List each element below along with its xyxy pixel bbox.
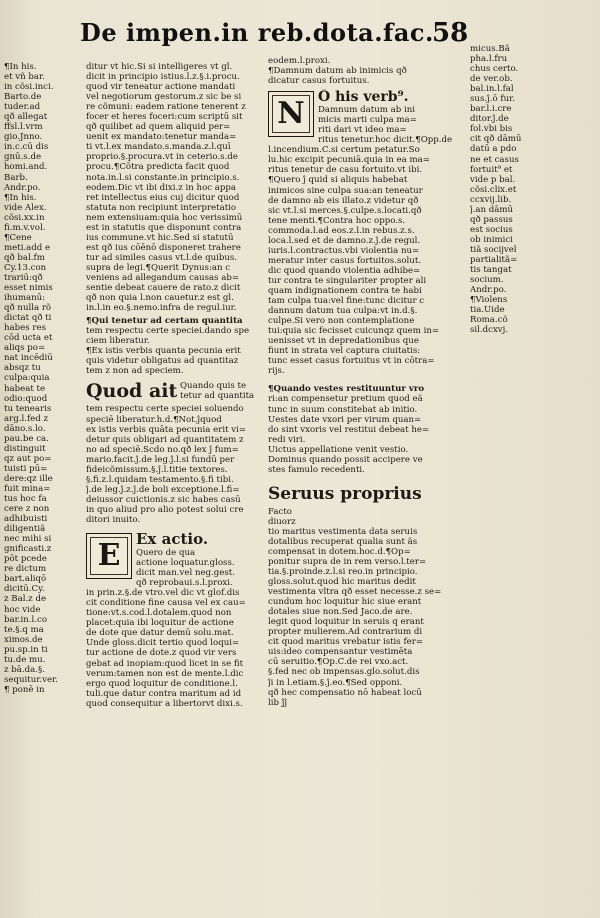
text-line: ĵi in l.etiam.§.ĵ.eo.¶Sed opponi.: [268, 677, 403, 688]
margin-note-line: te.§.q ma: [4, 624, 44, 635]
text-line: uenit ex mandato:tenetur manda=: [86, 132, 237, 143]
section-heading-ex-actione: Ex actio.: [136, 531, 209, 549]
margin-note-line: cõsi.xx.in: [4, 212, 45, 223]
text-line: ex istis verbis quāta pecunia erit vi=: [86, 424, 247, 435]
text-line: dicatur casus fortuitus.: [268, 76, 370, 87]
decorated-initial-e: E: [86, 533, 132, 579]
margin-note-line: partialitã=: [470, 254, 518, 265]
margin-note-line: ĵ.an dāmū: [470, 204, 514, 215]
text-line: supra de legi.¶Querit Dynus:an c: [86, 262, 231, 273]
text-line: qð quilibet ad quem aliquid per=: [86, 122, 231, 133]
margin-note-line: ne et casus: [470, 154, 519, 165]
text-line: riti dari vt ideo ma=: [318, 125, 407, 136]
section-ex-actione: [86, 531, 264, 709]
text-line: culpe.Si vero non contemplatione: [268, 316, 415, 327]
text-line: mario.facit.ĵ.de leg.ĵ.l.si fundū per: [86, 454, 235, 465]
margin-note-line: Barto.de: [4, 92, 42, 103]
margin-note-line: in.c.cū dis: [4, 142, 49, 153]
text-line: de dote que datur demū solu.mat.: [86, 628, 234, 639]
margin-note-line: gnificasti.z: [4, 544, 52, 555]
margin-note-line: habes res: [4, 323, 46, 334]
margin-note-line: in cõsi.inci.: [4, 82, 54, 93]
margin-note-line: habeat te: [4, 383, 46, 394]
margin-note-line: pau.be ca.: [4, 433, 49, 444]
margin-note-line: pha.l.fru: [470, 54, 508, 65]
paragraph-top: [268, 56, 464, 86]
text-line: tio maritus vestimenta data seruis: [268, 526, 418, 537]
margin-note-line: Andr.po.: [470, 285, 507, 296]
text-line: verum:tamen non est de mente.l.dic: [86, 668, 244, 679]
margin-note-line: vide p bal.: [470, 174, 516, 185]
margin-note-line: ¶In his.: [4, 192, 37, 203]
text-line: dicit in principio istius.l.z.§.i.procu.: [86, 72, 240, 83]
margin-note-line: re dictum: [4, 564, 47, 575]
text-line: deiussor cuictionis.z sic habes casū: [86, 494, 241, 505]
margin-note-line: cere z non: [4, 504, 50, 515]
running-head: De impen.in reb.dota.fac.: [80, 18, 434, 47]
text-line: in prin.z.§.de vtro.vel dic vt glof.dis: [86, 588, 240, 599]
margin-note-line: tia.Uide: [470, 305, 505, 316]
margin-note-line: gnū.s.de: [4, 152, 42, 163]
margin-note-line: ihumanū:: [4, 293, 46, 304]
margin-note-line: fol.vbi bis: [470, 124, 513, 135]
text-line: Unde gloss.dicit tertio quod loqui=: [86, 638, 240, 649]
text-line: dicit man.vel neg.gest.: [136, 568, 235, 579]
text-line: tur actione de dote.z quod vir vers: [86, 648, 237, 659]
text-line: tuli.que datur contra maritum ad id: [86, 688, 242, 699]
text-line: cit quod maritus vrebatur istis fer=: [268, 637, 424, 648]
margin-note-line: odio:quod: [4, 393, 48, 404]
text-line: uis:ideo compensantur vestimēta: [268, 647, 413, 658]
text-line: ret intellectus eius cuj dicitur quod: [86, 192, 240, 203]
paragraph-vestes: [268, 394, 464, 474]
text-line: in.l.in eo.§.nemo.infra de regul.iur.: [86, 303, 237, 314]
text-line: ditur vt hic.Si si intelligeres vt gl.: [86, 62, 233, 72]
margin-note-line: z Bal.z de: [4, 594, 47, 605]
text-line: gebat ad inopiam:quod licet in se fit: [86, 658, 244, 669]
margin-note-line: gio.Jnno.: [4, 132, 43, 143]
margin-note-line: socium.: [470, 275, 504, 286]
margin-note-line: bal.in.l.fal: [470, 84, 514, 95]
text-line: speciē liberatur.h.d.¶Not.ĵquod: [86, 414, 222, 425]
text-line: lu.hic excipit pecuniā.quia in ea ma=: [268, 155, 430, 166]
text-line: legit quod loquitur in seruis q erant: [268, 617, 424, 628]
margin-note-line: Roma.cõ: [470, 315, 508, 326]
margin-note-line: Andr.po.: [4, 182, 41, 193]
text-line: dotalibus recuperat qualia sunt ãs: [268, 536, 418, 547]
margin-note-line: ximos.de: [4, 634, 43, 645]
text-line: sentie debeat cauere de rato.z dicit: [86, 283, 241, 294]
margin-note-line: tiã socijvel: [470, 244, 517, 255]
text-line: tur ad similes casus vt.l.de quibus.: [86, 252, 238, 263]
text-line: re cõmuni: eadem ratione tenerent z: [86, 102, 246, 113]
text-line: micis marti culpa ma=: [318, 115, 417, 126]
margin-note-line: tus hoc fa: [4, 494, 47, 505]
margin-note-line: vide Alex.: [4, 202, 47, 213]
text-line: inimicos sine culpa sua:an teneatur: [268, 185, 423, 196]
text-line: nem extensiuam:quia hoc verissimū: [86, 212, 243, 223]
text-line: commoda.l.ad eos.z.l.in rebus.z.s.: [268, 225, 415, 236]
margin-note-line: adhibuisti: [4, 514, 48, 525]
text-line: de damno ab eis illato.z videtur qð: [268, 195, 419, 206]
paragraph-quod-ait: [86, 404, 264, 525]
text-line: do sint vxoris vel restitui debeat he=: [268, 424, 430, 435]
margin-note-line: meti.add e: [4, 242, 51, 253]
margin-note-line: cit qð dāmū: [470, 134, 522, 145]
text-line: gloss.solut.quod hic maritus dedit: [268, 577, 416, 588]
margin-note-line: fi.m.v.vol.: [4, 222, 46, 233]
text-line: sic vt.l.si merces.§.culpe.s.locati.qð: [268, 205, 422, 216]
margin-note-line: aliqs po=: [4, 343, 46, 354]
ex-actione-sidenote: Quero de qua: [136, 548, 196, 559]
text-line: dic quod quando violentia adhibe=: [268, 265, 421, 276]
paragraph-non-his-verbis-head: [318, 105, 464, 135]
margin-note-line: ccxvij.lib.: [470, 194, 512, 205]
margin-note-line: dāno.s.lo.: [4, 423, 46, 434]
text-line: tem respectu certe speciei.dando spe: [86, 326, 250, 337]
quod-ait-sidenote: Quando quis te tetur ad quantita: [179, 381, 255, 402]
text-line: fideicõmissum.§.ĵ.l.titie textores.: [86, 464, 228, 475]
text-line: ¶Ex istis verbis quanta pecunia erit: [86, 346, 241, 357]
section-quod-ait: [86, 378, 264, 404]
text-line: no ad speciē.Scdo no.qð lex ĵ fum=: [86, 444, 239, 455]
text-line: compensat in dotem.hoc.d.¶Op=: [268, 546, 411, 557]
text-line: Uestes date vxori per virum quan=: [268, 414, 422, 425]
margin-note-line: z bā.da.§.: [4, 664, 46, 675]
margin-note-line: Barb.: [4, 172, 28, 183]
margin-note-line: homi.and.: [4, 162, 48, 173]
text-line: eodem.l.proxi.: [268, 56, 331, 66]
text-line: Dominus quando possit accipere ve: [268, 454, 423, 465]
margin-note-line: dictat qð ti: [4, 313, 52, 324]
margin-note-line: est socius: [470, 224, 513, 235]
margin-note-line: arg.l.fed z: [4, 413, 48, 424]
margin-note-line: qð nulla rõ: [4, 303, 52, 314]
margin-note-line: esset nimis: [4, 283, 53, 294]
margin-note-line: sequitur.ver.: [4, 674, 58, 685]
margin-note-line: ¶Violens: [470, 295, 508, 306]
text-line: proprio.§.procura.vt in ceterio.s.de: [86, 152, 238, 163]
text-line: Damnum datum ab ini: [318, 105, 415, 116]
paragraph-ex-actione: [86, 588, 264, 709]
margin-note-line: ob inimici: [470, 234, 513, 245]
text-line: eodem.Dic vt ibi dixi.z in hoc appa: [86, 182, 237, 193]
text-line: tunc in suum constitebat ab initio.: [268, 404, 418, 415]
text-line: tione:vt.s.cod.l.dotalem.quod non: [86, 608, 232, 619]
text-line: statuta non recipiunt interpretatio: [86, 202, 237, 213]
margin-note-line: culpa:quia: [4, 373, 50, 384]
text-line: iuris.l.contractus.vbi violentia nu=: [268, 245, 420, 256]
margin-note-line: diligentiã: [4, 524, 46, 535]
text-line: ĵ.de leg.ĵ.z.ĵ.de boli exceptione.l.fi=: [86, 484, 240, 495]
margin-note-line: qð passus: [470, 214, 513, 225]
text-line: ditori inuito.: [86, 514, 141, 525]
margin-note-line: tuisti pū=: [4, 463, 48, 474]
seruus-sidenote: Facto diuorz: [268, 506, 296, 527]
text-line: tia.§.proinde.z.l.si reo.in principio.: [268, 567, 418, 578]
text-line: in quo aliud pro alio potest solui cre: [86, 504, 244, 515]
text-line: loca.l.sed et de damno.z.ĵ.de regul.: [268, 235, 421, 246]
text-line: quod vir teneatur actione mandati: [86, 82, 236, 93]
text-line: placet:quia ibi loquitur de actione: [86, 618, 234, 629]
text-line: quam indignationem contra te habi: [268, 285, 422, 296]
section-heading-non-his-verbis: Ō his verb⁹.: [318, 89, 409, 106]
text-line: ritus tenetur de casu fortuito.vt ibi.: [268, 165, 423, 176]
text-line: vel negotiorum gestorum.z sic be si: [86, 92, 242, 103]
text-line: ius commune.vt hic.Sed si statutū: [86, 232, 234, 243]
margin-note-line: bar.in.l.co: [4, 614, 48, 625]
text-line: actione loquatur.gloss.: [136, 558, 235, 569]
margin-note-line: pōt pcede: [4, 554, 47, 565]
text-line: propter mulierem.Ad contrarium di: [268, 627, 423, 638]
margin-note-line: dere:qz ille: [4, 473, 53, 484]
text-line: §.fed nec ob impensas.glo.solut.dis: [268, 667, 420, 678]
margin-note-line: micus.Bã: [470, 44, 510, 54]
paragraph-non-his-verbis: [268, 135, 464, 376]
text-line: tur contra te singulariter propter ali: [268, 275, 427, 286]
section-heading-seruus: Seruus proprius: [268, 483, 422, 504]
text-line: tene menti.¶Contra hoc oppo.s.: [268, 215, 406, 226]
margin-note-line: dicitū.Cy.: [4, 584, 45, 595]
text-line: veniens ad allegandum causas ab=: [86, 272, 240, 283]
text-line: est in statutis que disponunt contra: [86, 222, 242, 233]
text-line: fiunt in strata vel captura ciuitatis:: [268, 346, 421, 357]
margin-note-line: sil.dcxvj.: [470, 325, 509, 336]
section-non-his-verbis: [268, 89, 464, 376]
text-line: Uictus appellatione venit vestio.: [268, 444, 409, 455]
text-column-left: [86, 62, 264, 709]
margin-note-line: de ver.ob.: [470, 74, 513, 85]
paragraph-quanta: [86, 326, 264, 376]
margin-note-line: tu tenearis: [4, 403, 52, 414]
text-line: ponitur supra de in rem verso.l.ter=: [268, 556, 427, 567]
margin-note-line: bar.l.i.cre: [470, 104, 512, 115]
section-heading-quanta: ¶Qui tenetur ad certam quantita: [86, 316, 243, 327]
margin-note-line: sus.ĵ.ō fur.: [470, 94, 515, 105]
paragraph-top: [86, 62, 264, 313]
margin-note-line: Cy.13.con: [4, 262, 47, 273]
margin-note-line: ffsl.l.vrm: [4, 122, 43, 133]
margin-note-line: distinguit: [4, 443, 46, 454]
margin-note-line: et vñ bar.: [4, 72, 45, 83]
text-line: dannum datum tua culpa:vt in.d.§.: [268, 306, 418, 317]
text-line: dotales siue non.Sed Jaco.de are.: [268, 607, 413, 618]
margin-note-line: ¶ ponē in: [4, 684, 45, 695]
text-line: ritus tenetur.hoc dicit.¶Opp.de: [318, 135, 453, 146]
text-line: ¶Damnum datum ab inimicis qð: [268, 66, 407, 77]
margin-note-line: trariū:qð: [4, 272, 43, 283]
text-line: qð hec compensatio nō habeat locū: [268, 687, 422, 698]
text-line: focer et heres foceri:cum scriptū sit: [86, 112, 243, 123]
text-line: qð reprobaui.s.l.proxi.: [136, 578, 233, 589]
margin-note-line: ditor.ĵ.de: [470, 114, 509, 125]
text-line: ergo quod loquitur de conditione.l.: [86, 678, 238, 689]
text-line: nota.in.l.si constante.in principio.s.: [86, 172, 240, 183]
text-line: ri:an compensetur pretium quod eã: [268, 394, 423, 405]
text-line: procu.¶Cōtra predicta facit quod: [86, 162, 230, 173]
text-line: tem z non ad speciem.: [86, 366, 184, 377]
margin-note-line: datū a pdo: [470, 144, 517, 155]
text-line: tui:quia sic fecisset cuicunqz quem in=: [268, 326, 440, 337]
margin-note-line: nat incēdiū: [4, 353, 53, 364]
paragraph-ex-actione-head: [136, 558, 264, 588]
text-line: redi viri.: [268, 434, 306, 445]
margin-note-line: fortuit⁹ et: [470, 164, 513, 175]
margin-note-line: chus certo.: [470, 64, 519, 75]
text-line: rijs.: [268, 366, 285, 377]
margin-note-line: tis tangat: [470, 265, 512, 276]
text-line: detur quis obligari ad quantitatem z: [86, 434, 244, 445]
text-line: ti vt.l.ex mandato.s.manda.z.l.quī: [86, 142, 231, 153]
text-line: lib ĵĵ: [268, 697, 288, 708]
folio-number: 58: [432, 18, 469, 48]
section-heading-vestes: ¶Quando vestes restituuntur vro: [268, 384, 425, 395]
section-heading-quod-ait: Quod ait: [86, 380, 178, 403]
margin-note-line: tuder.ad: [4, 102, 41, 113]
margin-note-line: cõsi.clix.et: [470, 184, 517, 195]
text-line: est qð ius cōēnō disponeret trahere: [86, 242, 241, 253]
left-margin-gloss: [4, 62, 76, 695]
margin-note-line: qð bal.fm: [4, 252, 45, 263]
margin-note-line: hoc vide: [4, 604, 41, 615]
text-line: qð non quia l.non cauetur.z est gl.: [86, 293, 234, 304]
text-line: meratur inter casus fortuitos.solut.: [268, 255, 422, 266]
right-margin-gloss: [470, 44, 542, 335]
text-line: tunc esset casus fortuitus vt in cōtra=: [268, 356, 435, 367]
margin-note-line: tu.de mu.: [4, 654, 46, 665]
text-line: stes famulo recedenti.: [268, 464, 365, 475]
margin-note-line: qz aut po=: [4, 453, 52, 464]
text-line: ciem liberatur.: [86, 336, 150, 347]
text-line: cū seruitio.¶Op.C.de rei vxo.act.: [268, 657, 409, 668]
text-line: quod consequitur a libertorvt dixi.s.: [86, 698, 243, 709]
text-line: tam culpa tua:vel fine:tunc dicitur c: [268, 296, 425, 307]
text-line: §.fi.z.l.quidam testamento.§.fi tibi.: [86, 474, 234, 485]
text-line: quis videtur obligatus ad quantitaz: [86, 356, 239, 367]
text-line: l.incendium.C.si certum petatur.So: [268, 145, 420, 156]
section-seruus: [268, 481, 464, 527]
margin-note-line: qð allegat: [4, 112, 48, 123]
paragraph-seruus: [268, 527, 464, 708]
margin-note-line: absqz tu: [4, 363, 41, 374]
margin-note-line: nec mihi si: [4, 534, 52, 545]
margin-note-line: cōd ucta et: [4, 333, 53, 344]
text-line: cit conditione fine causa vel ex cau=: [86, 598, 246, 609]
margin-note-line: pu.sp.in ti: [4, 644, 48, 655]
text-line: uenisset vt in depredationibus que: [268, 336, 419, 347]
text-line: vestimenta vltra qð esset necesse.z se=: [268, 587, 442, 598]
margin-note-line: ¶Cene: [4, 232, 32, 243]
text-column-right: [268, 56, 464, 708]
margin-note-line: ¶In his.: [4, 62, 37, 72]
text-line: tem respectu certe speciei soluendo: [86, 404, 244, 415]
decorated-initial-n: N: [268, 91, 314, 137]
margin-note-line: fuit mina=: [4, 483, 51, 494]
text-line: cundum hoc loquitur hic siue erant: [268, 597, 422, 608]
margin-note-line: bart.aliqō: [4, 574, 47, 585]
text-line: ¶Quero ĵ quid si aliquis habebat: [268, 175, 408, 186]
